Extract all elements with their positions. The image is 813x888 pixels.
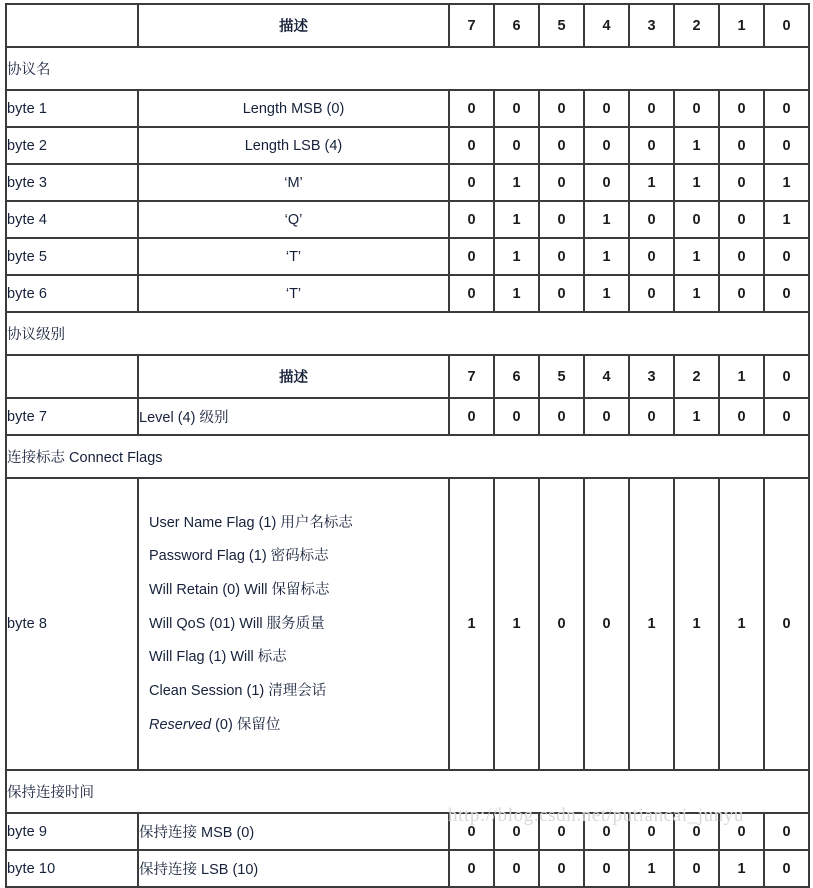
header-bit-col-4: 4 (584, 355, 629, 398)
bit-value-byte7-0: 0 (764, 398, 809, 435)
bit-value-byte5-3: 0 (629, 238, 674, 275)
bit-value-byte8-6: 1 (494, 478, 539, 770)
bit-value-byte3-7: 0 (449, 164, 494, 201)
section-header-protocol-level: 协议级别 (6, 312, 809, 355)
header-bit-col-3: 3 (629, 4, 674, 47)
header-bit-col-6: 6 (494, 355, 539, 398)
header-bit-col-2: 2 (674, 4, 719, 47)
section-header-row (6, 435, 809, 478)
bit-value-byte8-4: 0 (584, 478, 629, 770)
bit-value-byte4-3: 0 (629, 201, 674, 238)
connect-flag-line-4: Will QoS (01) Will 服务质量 (149, 615, 325, 632)
bit-value-byte3-1: 0 (719, 164, 764, 201)
bit-value-byte6-2: 1 (674, 275, 719, 312)
header-bit-col-6: 6 (494, 4, 539, 47)
bit-value-byte6-5: 0 (539, 275, 584, 312)
bit-value-byte8-1: 1 (719, 478, 764, 770)
header-description-col: 描述 (138, 355, 449, 398)
bit-value-byte2-0: 0 (764, 127, 809, 164)
byte-description-byte3: ‘M’ (138, 164, 449, 201)
bit-value-byte5-5: 0 (539, 238, 584, 275)
bit-value-byte6-3: 0 (629, 275, 674, 312)
bit-value-byte1-1: 0 (719, 90, 764, 127)
bit-value-byte10-5: 0 (539, 850, 584, 887)
header-bit-col-7: 7 (449, 355, 494, 398)
bit-value-byte1-2: 0 (674, 90, 719, 127)
bit-value-byte9-0: 0 (764, 813, 809, 850)
header-bit-col-1: 1 (719, 355, 764, 398)
table-header-row (6, 4, 809, 47)
bit-value-byte3-5: 0 (539, 164, 584, 201)
section-header-protocol-name: 协议名 (6, 47, 809, 90)
bit-value-byte3-4: 0 (584, 164, 629, 201)
byte-structure-table-container (5, 3, 808, 888)
bit-value-byte5-1: 0 (719, 238, 764, 275)
bit-value-byte4-5: 0 (539, 201, 584, 238)
bit-value-byte4-1: 0 (719, 201, 764, 238)
section-header-keep-alive: 保持连接时间 (6, 770, 809, 813)
byte-description-byte4: ‘Q’ (138, 201, 449, 238)
bit-value-byte2-5: 0 (539, 127, 584, 164)
connect-flag-line-3: Will Retain (0) Will 保留标志 (149, 581, 330, 598)
bit-value-byte1-5: 0 (539, 90, 584, 127)
bit-value-byte10-4: 0 (584, 850, 629, 887)
byte-label-byte2: byte 2 (6, 127, 138, 164)
byte-description-byte10: 保持连接 LSB (10) (138, 850, 449, 887)
bit-value-byte5-0: 0 (764, 238, 809, 275)
table-row (6, 164, 809, 201)
bit-value-byte8-5: 0 (539, 478, 584, 770)
bit-value-byte1-7: 0 (449, 90, 494, 127)
bit-value-byte6-4: 1 (584, 275, 629, 312)
byte-label-byte8: byte 8 (6, 478, 138, 770)
header-bit-col-1: 1 (719, 4, 764, 47)
byte-description-byte9: 保持连接 MSB (0) (138, 813, 449, 850)
bit-value-byte10-1: 1 (719, 850, 764, 887)
bit-value-byte9-6: 0 (494, 813, 539, 850)
byte-label-byte10: byte 10 (6, 850, 138, 887)
byte-description-byte2: Length LSB (4) (138, 127, 449, 164)
table-row (6, 90, 809, 127)
bit-value-byte9-4: 0 (584, 813, 629, 850)
bit-value-byte3-2: 1 (674, 164, 719, 201)
bit-value-byte4-2: 0 (674, 201, 719, 238)
bit-value-byte7-1: 0 (719, 398, 764, 435)
table-body (6, 4, 809, 887)
byte-description-byte6: ‘T’ (138, 275, 449, 312)
bit-value-byte7-7: 0 (449, 398, 494, 435)
bit-value-byte8-7: 1 (449, 478, 494, 770)
header-bit-col-0: 0 (764, 4, 809, 47)
bit-value-byte7-6: 0 (494, 398, 539, 435)
section-header-row (6, 770, 809, 813)
bit-value-byte8-2: 1 (674, 478, 719, 770)
bit-value-byte7-5: 0 (539, 398, 584, 435)
bit-value-byte7-3: 0 (629, 398, 674, 435)
bit-value-byte2-4: 0 (584, 127, 629, 164)
bit-value-byte2-6: 0 (494, 127, 539, 164)
byte-label-byte6: byte 6 (6, 275, 138, 312)
connect-flag-line-2: Password Flag (1) 密码标志 (149, 548, 329, 565)
connect-flag-line-5: Will Flag (1) Will 标志 (149, 649, 287, 666)
table-row (6, 238, 809, 275)
byte-label-byte3: byte 3 (6, 164, 138, 201)
header-bit-col-7: 7 (449, 4, 494, 47)
bit-value-byte6-6: 1 (494, 275, 539, 312)
bit-value-byte10-0: 0 (764, 850, 809, 887)
bit-value-byte1-3: 0 (629, 90, 674, 127)
bit-value-byte3-3: 1 (629, 164, 674, 201)
header-bit-col-2: 2 (674, 355, 719, 398)
bit-value-byte1-0: 0 (764, 90, 809, 127)
byte-description-byte7: Level (4) 级别 (138, 398, 449, 435)
byte-label-byte5: byte 5 (6, 238, 138, 275)
bit-value-byte5-6: 1 (494, 238, 539, 275)
table-row (6, 275, 809, 312)
bit-value-byte6-1: 0 (719, 275, 764, 312)
bit-value-byte6-0: 0 (764, 275, 809, 312)
bit-value-byte10-6: 0 (494, 850, 539, 887)
bit-value-byte7-2: 1 (674, 398, 719, 435)
byte-description-byte1: Length MSB (0) (138, 90, 449, 127)
bit-value-byte10-2: 0 (674, 850, 719, 887)
byte-label-byte1: byte 1 (6, 90, 138, 127)
header-bit-col-0: 0 (764, 355, 809, 398)
header-bit-col-3: 3 (629, 355, 674, 398)
table-row (6, 201, 809, 238)
mqtt-connect-byte-table (5, 3, 810, 888)
byte-label-byte7: byte 7 (6, 398, 138, 435)
section-header-row (6, 312, 809, 355)
bit-value-byte2-7: 0 (449, 127, 494, 164)
header-bit-col-4: 4 (584, 4, 629, 47)
bit-value-byte4-4: 1 (584, 201, 629, 238)
connect-flag-reserved-label: Reserved (149, 716, 212, 733)
bit-value-byte2-2: 1 (674, 127, 719, 164)
connect-flag-line-6: Clean Session (1) 清理会话 (149, 683, 327, 699)
connect-flag-line-7: Reserved (0) 保留位 (149, 716, 281, 733)
bit-value-byte1-4: 0 (584, 90, 629, 127)
bit-value-byte8-3: 1 (629, 478, 674, 770)
bit-value-byte1-6: 0 (494, 90, 539, 127)
bit-value-byte5-2: 1 (674, 238, 719, 275)
table-header-row (6, 355, 809, 398)
header-byte-col (6, 4, 138, 47)
header-byte-col (6, 355, 138, 398)
bit-value-byte10-7: 0 (449, 850, 494, 887)
bit-value-byte5-7: 0 (449, 238, 494, 275)
bit-value-byte6-7: 0 (449, 275, 494, 312)
bit-value-byte9-7: 0 (449, 813, 494, 850)
section-header-connect-flags: 连接标志 Connect Flags (6, 435, 809, 478)
byte-label-byte4: byte 4 (6, 201, 138, 238)
bit-value-byte3-6: 1 (494, 164, 539, 201)
bit-value-byte8-0: 0 (764, 478, 809, 770)
byte-description-byte8 (138, 478, 449, 770)
bit-value-byte3-0: 1 (764, 164, 809, 201)
bit-value-byte9-1: 0 (719, 813, 764, 850)
byte-label-byte9: byte 9 (6, 813, 138, 850)
table-row (6, 127, 809, 164)
bit-value-byte10-3: 1 (629, 850, 674, 887)
table-row-connect-flags (6, 478, 809, 770)
connect-flags-list (139, 511, 448, 738)
bit-value-byte4-0: 1 (764, 201, 809, 238)
table-row (6, 398, 809, 435)
header-description-col: 描述 (138, 4, 449, 47)
bit-value-byte5-4: 1 (584, 238, 629, 275)
bit-value-byte9-3: 0 (629, 813, 674, 850)
bit-value-byte7-4: 0 (584, 398, 629, 435)
connect-flag-line-1: User Name Flag (1) 用户名标志 (149, 514, 353, 531)
watermark-text: http://blog.csdn.net/putiancai_junyu (448, 805, 745, 826)
header-bit-col-5: 5 (539, 355, 584, 398)
bit-value-byte2-1: 0 (719, 127, 764, 164)
bit-value-byte2-3: 0 (629, 127, 674, 164)
bit-value-byte9-5: 0 (539, 813, 584, 850)
byte-description-byte5: ‘T’ (138, 238, 449, 275)
bit-value-byte4-7: 0 (449, 201, 494, 238)
table-row (6, 850, 809, 887)
table-row (6, 813, 809, 850)
bit-value-byte4-6: 1 (494, 201, 539, 238)
bit-value-byte9-2: 0 (674, 813, 719, 850)
header-bit-col-5: 5 (539, 4, 584, 47)
section-header-row (6, 47, 809, 90)
